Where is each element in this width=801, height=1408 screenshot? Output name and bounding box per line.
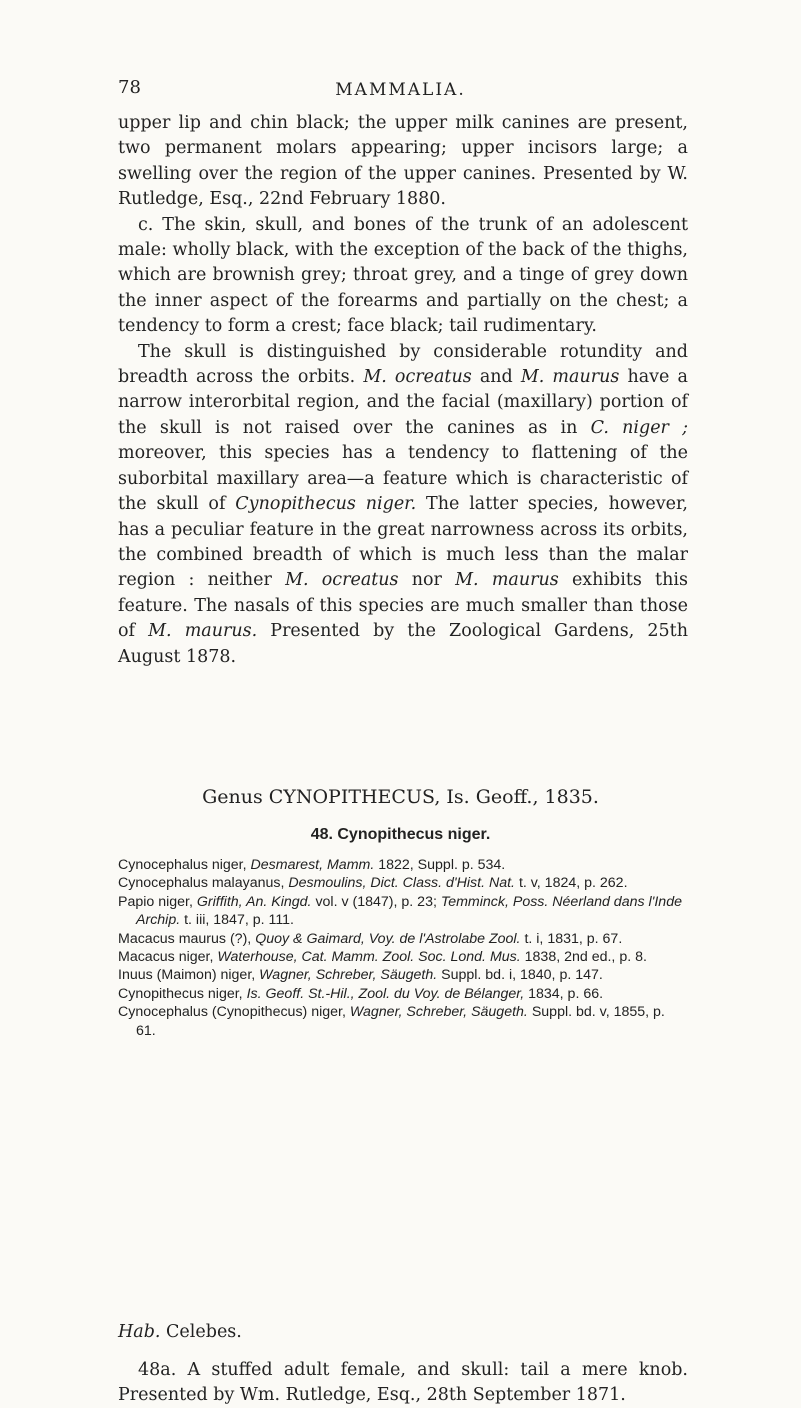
- synonym-entry: Cynocephalus malayanus, Desmoulins, Dict. Class. d'Hist. Nat. t. v, 1824, p. 262.: [118, 875, 628, 892]
- synonymy-list: [118, 856, 688, 1040]
- synonym-entry: Macacus maurus (?), Quoy & Gaimard, Voy. de l'Astrolabe Zool. t. i, 1831, p. 67.: [118, 930, 623, 947]
- synonym-entry: Macacus niger, Waterhouse, Cat. Mamm. Zool. Soc. Lond. Mus. 1838, 2nd ed., p. 8.: [118, 949, 647, 966]
- specimen-text: A stuffed adult female, and skull: tail a mere knob. Presented by Wm. Rutledge, Esq., 28th September 1871.: [118, 1360, 688, 1405]
- synonym-entry: Cynocephalus (Cynopithecus) niger, Wagner, Schreber, Säugeth. Suppl. bd. v, 1855, p. 61.: [118, 1004, 665, 1039]
- synonym-entry: Papio niger, Griffith, An. Kingd. vol. v (1847), p. 23; Temminck, Poss. Néerland dans l'Inde Archip. t. iii, 1847, p. 111.: [118, 893, 682, 929]
- main-text: [118, 111, 688, 670]
- page-number: 78: [118, 77, 141, 98]
- genus-heading: Genus CYNOPITHECUS, Is. Geoff., 1835.: [202, 786, 599, 808]
- habitat-label: Hab.: [118, 1322, 161, 1342]
- paragraph: The skull is distinguished by considerable rotundity and breadth across the orbits. M. ocreatus and M. maurus have a narrow interorbital region, and the facial (maxillary) portion of the skull is not raised over the canines as in C. niger ; moreover, this species has a tendency to flattening of the suborbital maxillary area—a feature which is characteristic of the skull of Cynopithecus niger. The latter species, however, has a peculiar feature in the great narrowness across its orbits, the combined breadth of which is much less than the malar region : neither M. ocreatus nor M. maurus exhibits this feature. The nasals of this species are much smaller than those of M. maurus. Presented by the Zoological Gardens, 25th August 1878.: [118, 341, 688, 667]
- running-title: MAMMALIA.: [335, 80, 466, 100]
- specimen-id: 48a.: [138, 1360, 177, 1380]
- specimen-paragraph: [118, 1358, 688, 1408]
- paragraph: c. The skin, skull, and bones of the trunk of an adolescent male: wholly black, with the exception of the back of the thighs, which are brownish grey; throat grey, and a tinge of grey down the inner aspect of the forearms and partially on the chest; a tendency to form a crest; face black; tail rudimentary.: [118, 214, 688, 337]
- species-heading: 48. Cynopithecus niger.: [310, 826, 491, 843]
- habitat: [118, 1322, 688, 1342]
- specimen-entry: [118, 1358, 688, 1408]
- synonym-entry: Inuus (Maimon) niger, Wagner, Schreber, Säugeth. Suppl. bd. i, 1840, p. 147.: [118, 967, 603, 984]
- synonym-entry: Cynocephalus niger, Desmarest, Mamm. 1822, Suppl. p. 534.: [118, 857, 506, 873]
- paragraph: upper lip and chin black; the upper milk canines are present, two permanent molars appearing; upper incisors large; a swelling over the region of the upper canines. Presented by W. Rutledge, Esq., 22nd February 1880.: [118, 113, 688, 210]
- synonym-entry: Cynopithecus niger, Is. Geoff. St.-Hil., Zool. du Voy. de Bélanger, 1834, p. 66.: [118, 985, 604, 1002]
- habitat-value: Celebes.: [166, 1322, 242, 1342]
